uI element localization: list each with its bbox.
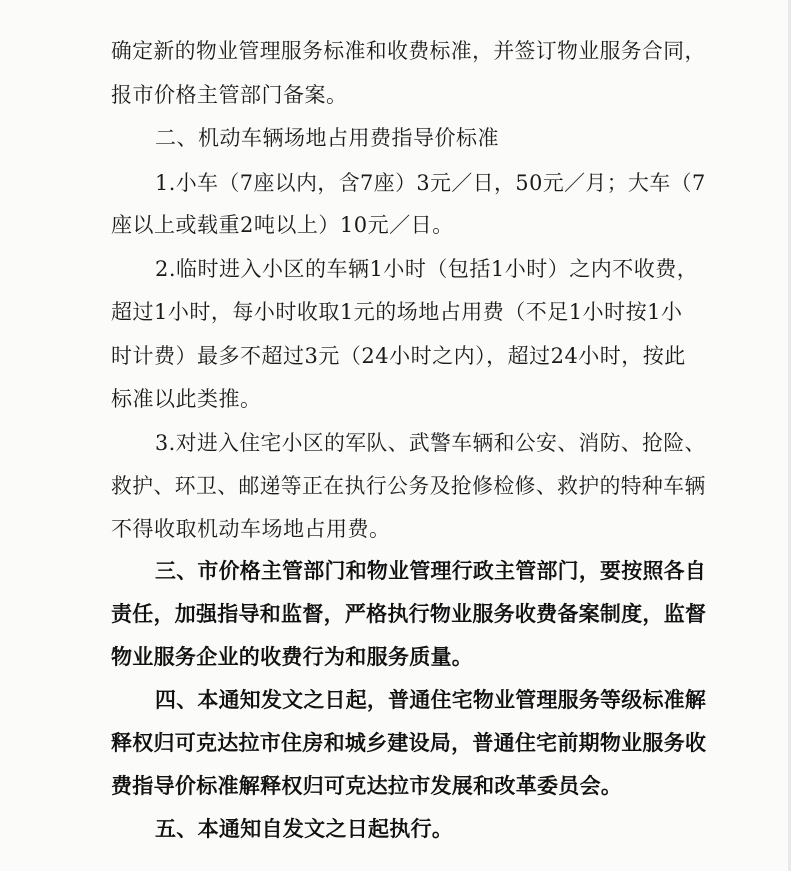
section-4-line: 费指导价标准解释权归可克达拉市发展和改革委员会。 (111, 774, 623, 798)
paragraph-line: 不得收取机动车场地占用费。 (111, 517, 391, 541)
section-heading-2: 二、机动车辆场地占用费指导价标准 (155, 126, 499, 150)
paragraph-line: 1.小车（7座以内，含7座）3元／日，50元／月；大车（7 (155, 171, 706, 195)
section-4-line: 四、本通知发文之日起，普通住宅物业管理服务等级标准解 (155, 688, 707, 712)
section-3-line: 责任，加强指导和监督，严格执行物业服务收费备案制度，监督 (111, 602, 707, 626)
paragraph-line: 超过1小时，每小时收取1元的场地占用费（不足1小时按1小 (111, 300, 683, 324)
paragraph-line: 3.对进入住宅小区的军队、武警车辆和公安、消防、抢险、 (155, 431, 706, 455)
paragraph-line: 2.临时进入小区的车辆1小时（包括1小时）之内不收费， (155, 257, 699, 281)
paragraph-line: 救护、环卫、邮递等正在执行公务及抢修检修、救护的特种车辆 (111, 474, 706, 498)
section-3-line: 三、市价格主管部门和物业管理行政主管部门，要按照各自 (155, 559, 707, 583)
section-3-line: 物业服务企业的收费行为和服务质量。 (111, 645, 474, 669)
paragraph-line: 标准以此类推。 (111, 387, 262, 411)
paragraph-line: 报市价格主管部门备案。 (111, 83, 348, 107)
paragraph-line: 时计费）最多不超过3元（24小时之内），超过24小时，按此 (111, 344, 686, 368)
section-4-line: 释权归可克达拉市住房和城乡建设局，普通住宅前期物业服务收 (111, 731, 707, 755)
paragraph-line: 座以上或载重2吨以上）10元／日。 (111, 213, 454, 237)
section-5-line: 五、本通知自发文之日起执行。 (155, 817, 454, 841)
paragraph-line: 确定新的物业管理服务标准和收费标准，并签订物业服务合同， (111, 39, 706, 63)
